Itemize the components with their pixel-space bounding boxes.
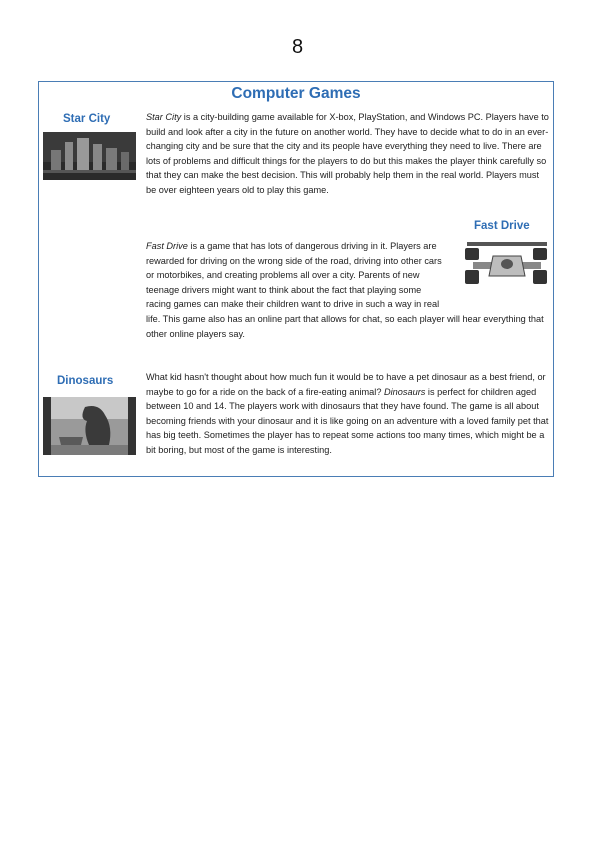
fast-drive-text: is a game that has lots of dangerous driving in it. Players are rewarded for driving on the wrong side of the road, driving into other cars or motorbikes, and creating problems all over a city. Parents of new teenage drivers might want to think about the fact that playing some racing games can make their children want to drive in such a way in real life. This game also has an online part that allows for chat, so each player will hear everything that other online players say. (146, 241, 544, 339)
star-city-heading: Star City (63, 113, 111, 125)
star-city-description (146, 110, 550, 198)
dinosaurs-text-1: What kid hasn't thought about how much fun it would be to have a pet dinosaur as a best friend, or maybe to go for a ride on the back of a fire-eating animal? (146, 372, 546, 397)
star-city-title-italic: Star City (146, 112, 182, 122)
dinosaurs-image (43, 397, 136, 455)
star-city-image (43, 132, 136, 180)
fast-drive-heading: Fast Drive (474, 220, 530, 232)
computer-games-panel (38, 81, 554, 477)
fast-drive-title-italic: Fast Drive (146, 241, 188, 251)
page-number: 8 (291, 36, 304, 58)
dinosaurs-title-italic: Dinosaurs (384, 386, 426, 397)
dinosaurs-heading: Dinosaurs (57, 375, 114, 387)
star-city-text: is a city-building game available for X-box, PlayStation, and Windows PC. Players have to build and look after a city in the future on another world. They have to decide what to do in an ever-changing city and be sure that the city and its people have everything they need to live. There are lots of problems and difficult things for the players to do but this makes the player think carefully so that they can make the best decision. This will probably help them in the real world. Players must be over eighteen years old to play this game. (146, 112, 549, 195)
dinosaurs-description (146, 370, 550, 458)
page-title: Computer Games (231, 85, 361, 102)
fast-drive-description (146, 239, 550, 341)
dinosaurs-text-2: is perfect for children aged between 10 and 14. The players work with dinosaurs that they have found. The game is all about becoming friends with your dinosaur and it is like going on an adventure with a loved family pet that has big teeth. Sometimes the player has to repeat some actions too many times, which might be a bit boring, but most of the game is interesting. (146, 386, 549, 455)
